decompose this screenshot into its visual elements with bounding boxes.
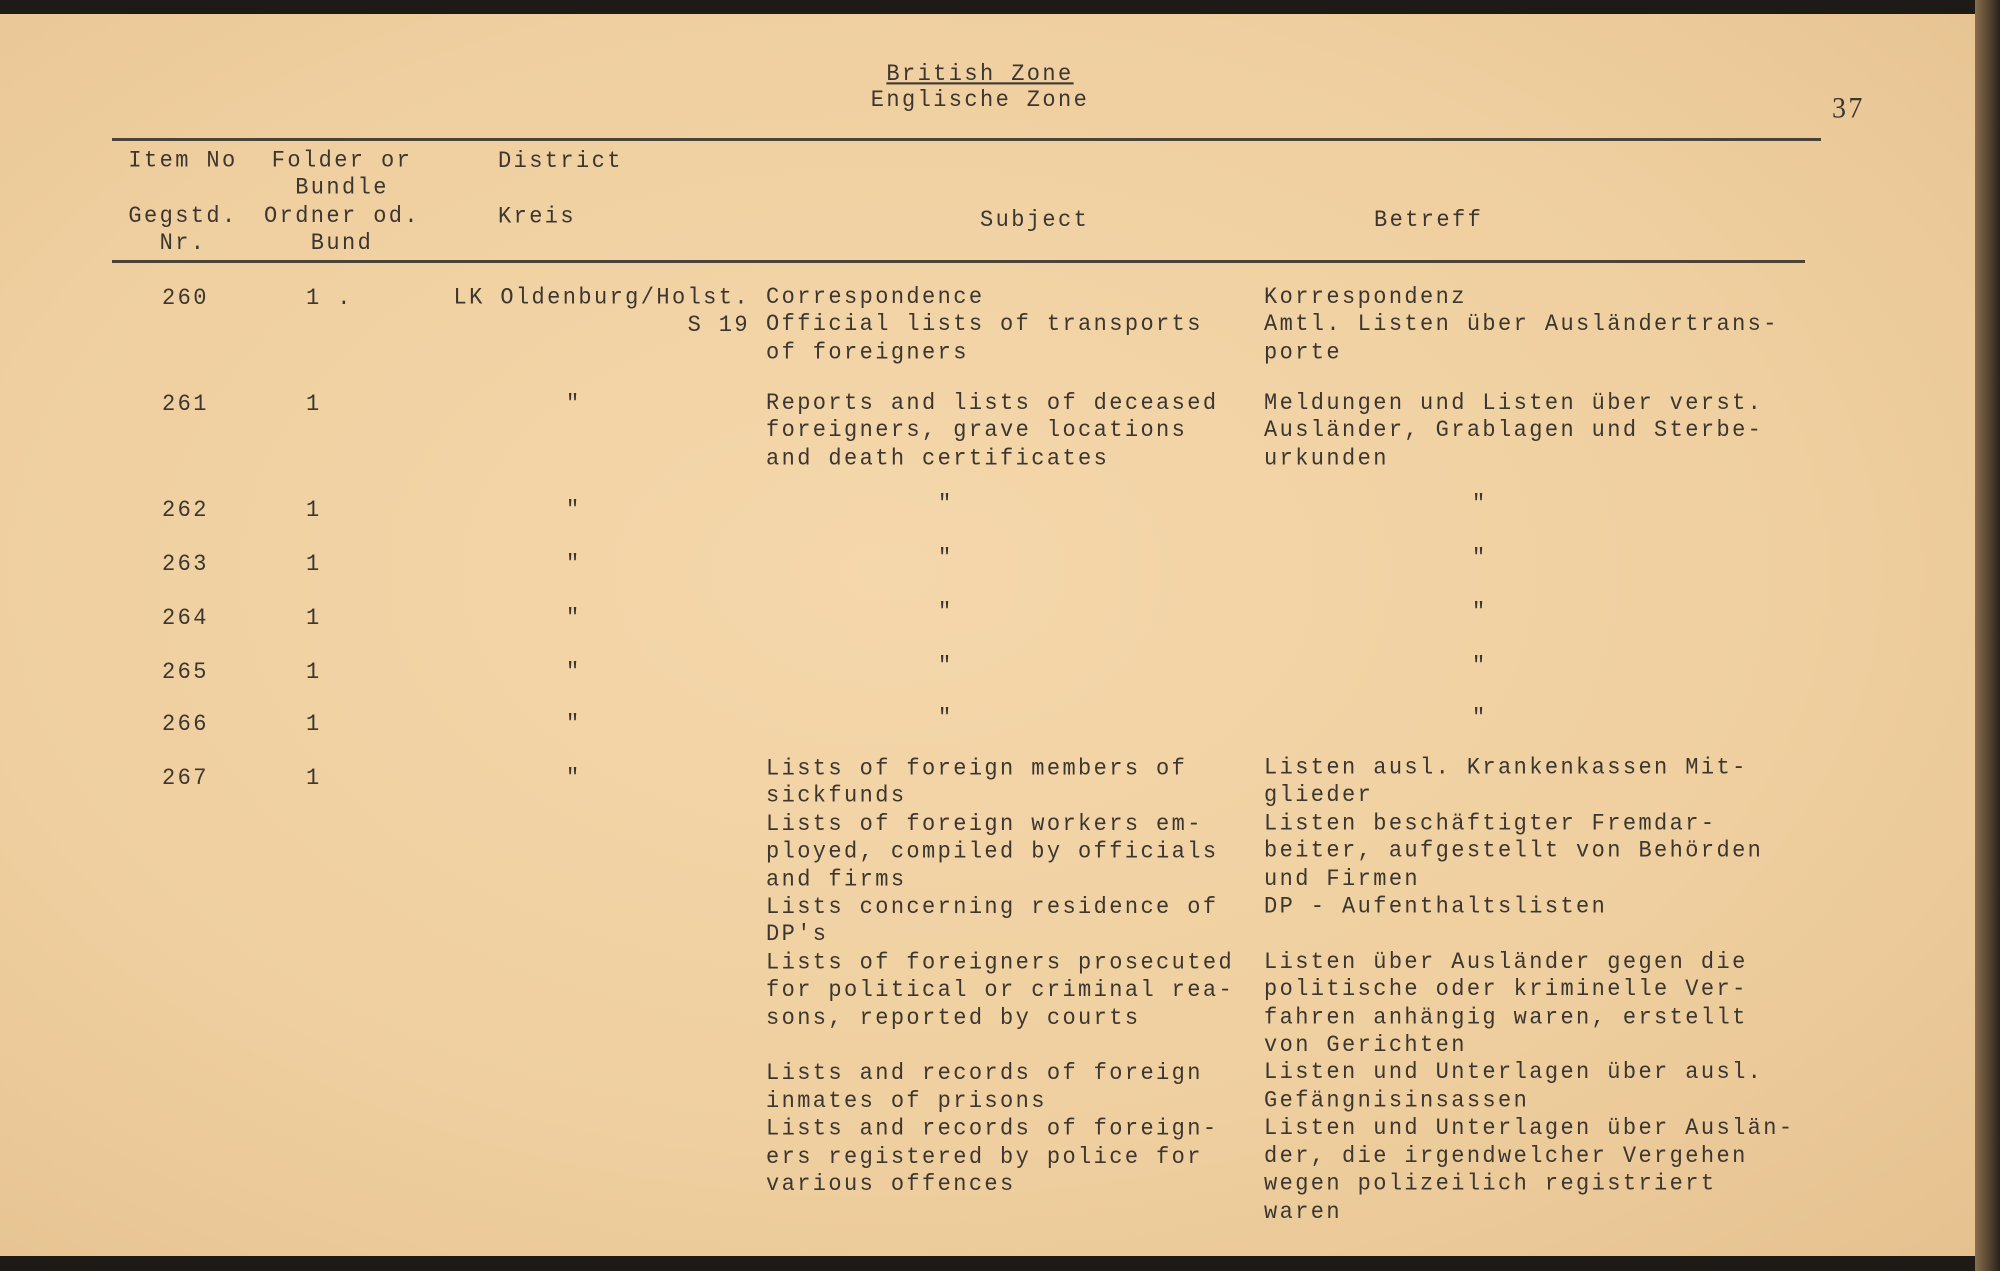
- district-ditto: ": [566, 391, 582, 418]
- top-rule: [112, 138, 1821, 141]
- folder-count: 1: [306, 391, 322, 418]
- subject-ditto: ": [938, 599, 954, 626]
- subject-ditto: ": [938, 705, 954, 732]
- betreff: Listen ausl. Krankenkassen Mit- glieder Listen beschäftigter Fremdar- beiter, aufgestellt von Behörden und Firmen DP - Aufenthaltslisten Listen über Ausländer gegen die politische oder kriminelle Ver- fahren anhängig waren, erstellt von Gerichten Listen und Unterlagen über ausl. Gefängnisinsassen Listen und Unterlagen über Auslän- der, die irgendwelcher Vergehen wegen polizeilich registriert waren: [1264, 754, 1795, 1225]
- item-number: 260: [162, 285, 209, 312]
- folder-count: 1 .: [306, 285, 353, 312]
- betreff-ditto: ": [1472, 599, 1488, 626]
- header-rule: [112, 260, 1805, 263]
- betreff-ditto: ": [1472, 491, 1488, 518]
- title-english: British Zone: [886, 61, 1074, 88]
- betreff-ditto: ": [1472, 705, 1488, 732]
- item-number: 266: [162, 711, 209, 738]
- folder-count: 1: [306, 765, 322, 792]
- district-ditto: ": [566, 551, 582, 578]
- item-number: 264: [162, 605, 209, 632]
- folder-count: 1: [306, 497, 322, 524]
- district: LK Oldenburg/Holst. S 19: [453, 284, 750, 339]
- item-number: 261: [162, 391, 209, 418]
- subject-ditto: ": [938, 545, 954, 572]
- header-subject: Subject: [980, 207, 1090, 234]
- subject-ditto: ": [938, 653, 954, 680]
- page-edge: [1975, 0, 2000, 1271]
- header-district: District Kreis: [498, 148, 623, 230]
- subject-ditto: ": [938, 491, 954, 518]
- header-betreff: Betreff: [1374, 207, 1484, 234]
- title-german: Englische Zone: [870, 87, 1090, 114]
- subject: Reports and lists of deceased foreigners, grave locations and death certificates: [766, 390, 1219, 472]
- district-ditto: ": [566, 497, 582, 524]
- item-number: 263: [162, 551, 209, 578]
- district-ditto: ": [566, 765, 582, 792]
- folder-count: 1: [306, 659, 322, 686]
- subject: Correspondence Official lists of transports of foreigners: [766, 284, 1203, 366]
- betreff: Meldungen und Listen über verst. Ausländer, Grablagen und Sterbe- urkunden: [1264, 390, 1764, 472]
- item-number: 262: [162, 497, 209, 524]
- district-ditto: ": [566, 605, 582, 632]
- betreff: Korrespondenz Amtl. Listen über Ausländertrans- porte: [1264, 284, 1779, 366]
- item-number: 265: [162, 659, 209, 686]
- district-ditto: ": [566, 711, 582, 738]
- item-number: 267: [162, 765, 209, 792]
- header-folder: Folder or Bundle Ordner od. Bund: [263, 147, 421, 257]
- betreff-ditto: ": [1472, 545, 1488, 572]
- folder-count: 1: [306, 711, 322, 738]
- page-number: 37: [1832, 92, 1865, 125]
- header-item-no: Item No Gegstd. Nr.: [128, 147, 238, 257]
- subject: Lists of foreign members of sickfunds Lists of foreign workers em- ployed, compiled by officials and firms Lists concerning residence of DP's Lists of foreigners prosecuted for political or criminal rea- sons, reported by courts Lists and records of foreign inmates of prisons Lists and records of foreign- ers registered by police for various offences: [766, 755, 1235, 1198]
- betreff-ditto: ": [1472, 653, 1488, 680]
- folder-count: 1: [306, 605, 322, 632]
- district-ditto: ": [566, 659, 582, 686]
- folder-count: 1: [306, 551, 322, 578]
